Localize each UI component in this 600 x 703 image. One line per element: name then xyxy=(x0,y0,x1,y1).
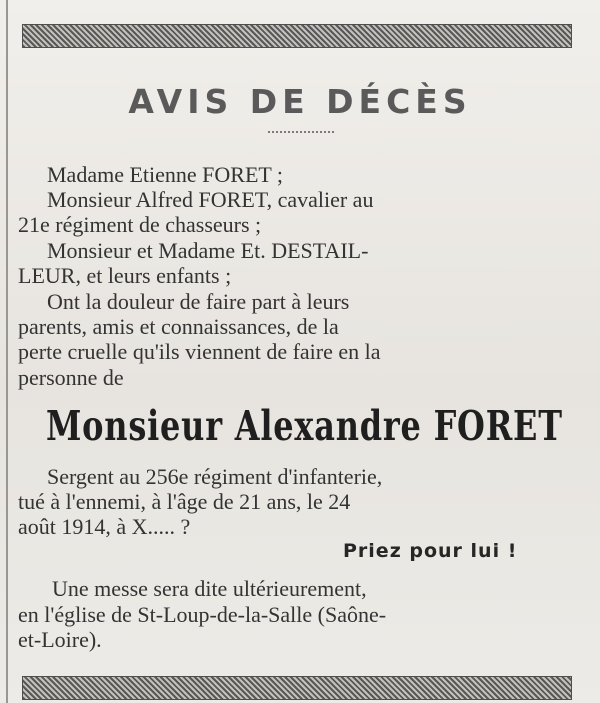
family-line: Madame Etienne FORET ; xyxy=(47,162,284,187)
family-line: parents, amis et connaissances, de la xyxy=(18,314,339,339)
prayer-line: Priez pour lui ! xyxy=(343,540,518,562)
title-underline xyxy=(268,131,334,133)
decorative-border-bottom xyxy=(22,676,572,700)
family-line: 21e régiment de chasseurs ; xyxy=(18,212,262,237)
deceased-name: Monsieur Alexandre FORET xyxy=(46,402,563,450)
details-line: tué à l'ennemi, à l'âge de 21 ans, le 24 xyxy=(18,489,351,514)
mass-line: Une messe sera dite ultérieurement, xyxy=(52,576,367,601)
details-line: août 1914, à X..... ? xyxy=(18,514,191,539)
family-line: LEUR, et leurs enfants ; xyxy=(18,263,232,288)
family-line: personne de xyxy=(18,365,124,390)
family-line: Monsieur Alfred FORET, cavalier au xyxy=(47,187,374,212)
mass-line: en l'église de St-Loup-de-la-Salle (Saône- xyxy=(18,602,387,627)
mass-line: et-Loire). xyxy=(18,627,102,652)
decorative-border-top xyxy=(22,24,572,48)
family-line: perte cruelle qu'ils viennent de faire en la xyxy=(18,339,381,364)
family-line: Ont la douleur de faire part à leurs xyxy=(47,289,350,314)
notice-title: AVIS DE DÉCÈS xyxy=(128,82,472,121)
family-line: Monsieur et Madame Et. DESTAIL- xyxy=(47,238,369,263)
details-line: Sergent au 256e régiment d'infanterie, xyxy=(47,464,383,489)
